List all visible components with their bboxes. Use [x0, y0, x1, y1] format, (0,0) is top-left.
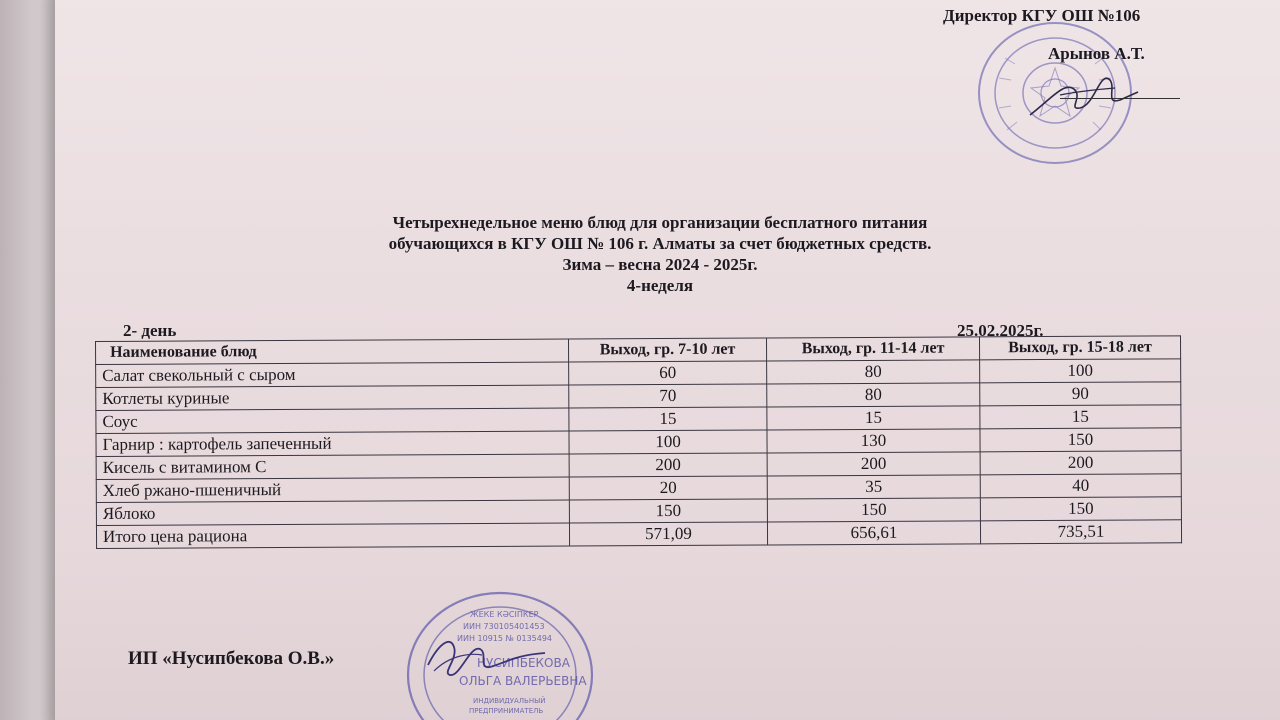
heading-line-4: 4-неделя [626, 276, 694, 295]
portion-11-14: 80 [767, 360, 980, 384]
portion-15-18: 150 [980, 428, 1181, 452]
dish-name: Котлеты куриные [96, 385, 569, 410]
seal-line-6: ИНДИВИДУАЛЬНЫЙ [473, 697, 546, 705]
portion-15-18: 40 [980, 474, 1181, 498]
portion-11-14: 15 [767, 406, 980, 430]
heading-line-3: Зима – весна 2024 - 2025г. [562, 255, 758, 274]
seal-line-7: ПРЕДПРИНИМАТЕЛЬ [469, 707, 544, 715]
portion-7-10: 150 [569, 499, 767, 523]
director-title: Директор КГУ ОШ №106 [943, 6, 1141, 25]
dish-name: Хлеб ржано-пшеничный [96, 477, 569, 502]
portion-11-14: 150 [767, 498, 980, 522]
total-15-18: 735,51 [980, 520, 1181, 544]
dish-name: Кисель с витамином С [96, 454, 569, 479]
portion-15-18: 150 [980, 497, 1181, 521]
supplier-label: ИП «Нусипбекова О.В.» [128, 648, 335, 669]
total-7-10: 571,09 [569, 522, 767, 546]
portion-7-10: 15 [569, 407, 767, 431]
date-label: 25.02.2025г. [957, 321, 1044, 340]
director-name: Арынов А.Т. [1048, 44, 1145, 63]
dish-name: Салат свекольный с сыром [96, 362, 569, 387]
day-label: 2- день [123, 321, 177, 340]
portion-7-10: 70 [569, 384, 767, 408]
seal-line-2: ИИН 730105401453 [463, 622, 545, 631]
portion-15-18: 15 [980, 405, 1181, 429]
portion-15-18: 90 [980, 382, 1181, 406]
portion-7-10: 20 [569, 476, 767, 500]
supplier-signature [420, 625, 553, 685]
total-11-14: 656,61 [767, 521, 980, 545]
portion-11-14: 200 [767, 452, 980, 476]
heading-line-1: Четырехнедельное меню блюд для организации бесплатного питания [392, 213, 928, 232]
header-dish-name: Наименование блюд [96, 339, 569, 364]
seal-line-4: НУСИПБЕКОВА [477, 656, 570, 670]
portion-11-14: 80 [767, 383, 980, 407]
menu-heading [300, 212, 1020, 296]
portion-7-10: 100 [569, 430, 767, 454]
portion-15-18: 200 [980, 451, 1181, 475]
seal-line-1: ЖЕКЕ КӘСІПКЕР [470, 610, 539, 619]
portion-11-14: 35 [767, 475, 980, 499]
header-age-11-14: Выход, гр. 11-14 лет [766, 337, 979, 361]
seal-line-3: ИИН 10915 № 0135494 [457, 634, 553, 643]
total-label: Итого цена рациона [96, 523, 569, 548]
dish-name: Гарнир : картофель запеченный [96, 431, 569, 456]
dish-name: Соус [96, 408, 569, 433]
portion-11-14: 130 [767, 429, 980, 453]
portion-15-18: 100 [980, 359, 1181, 383]
header-age-15-18: Выход, гр. 15-18 лет [979, 336, 1180, 360]
portion-7-10: 60 [569, 361, 767, 385]
header-age-7-10: Выход, гр. 7-10 лет [568, 338, 766, 362]
dish-name: Яблоко [96, 500, 569, 525]
seal-line-5: ОЛЬГА ВАЛЕРЬЕВНА [459, 674, 587, 688]
signature-line [1060, 98, 1180, 99]
menu-table [95, 335, 1182, 549]
director-signature [1020, 60, 1140, 130]
heading-line-2: обучающихся в КГУ ОШ № 106 г. Алматы за счет бюджетных средств. [388, 234, 932, 253]
portion-7-10: 200 [569, 453, 767, 477]
